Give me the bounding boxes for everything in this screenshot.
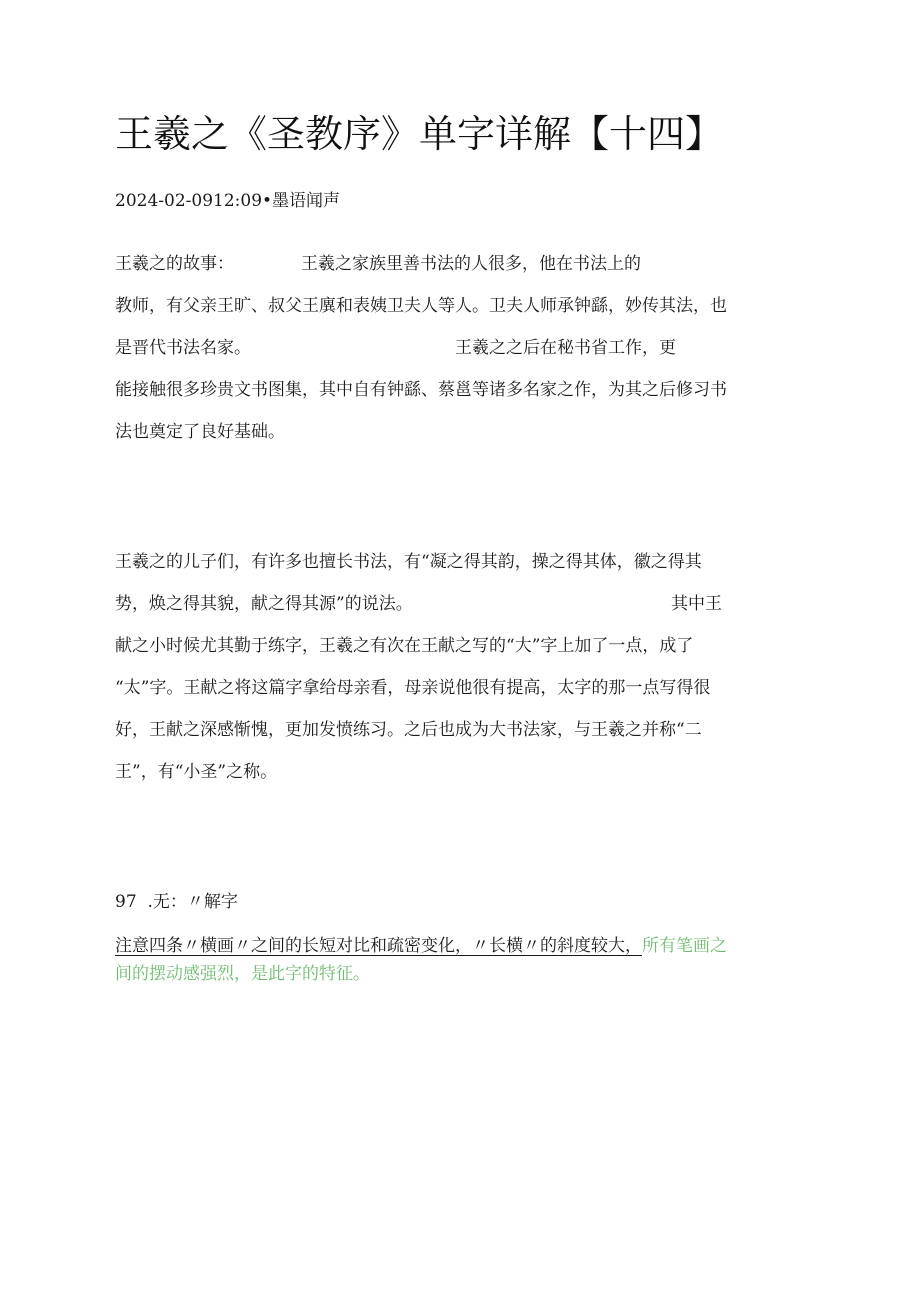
paragraph-1-line-4: 能接触很多珍贵文书图集，其中自有钟繇、蔡邕等诸多名家之作，为其之后修习书 [115, 380, 727, 400]
article-meta: 2024-02-0912:09•墨语闻声 [115, 191, 341, 211]
paragraph-1-line-3-b: 王羲之之后在秘书省工作，更 [455, 338, 676, 358]
paragraph-2-line-1: 王羲之的儿子们，有许多也擅长书法，有“凝之得其韵，操之得其体，徽之得其 [115, 552, 702, 572]
paragraph-1-line-3 [115, 334, 805, 362]
paragraph-2-line-4: “太”字。王献之将这篇字拿给母亲看，母亲说他很有提高，太字的那一点写得很 [115, 678, 711, 698]
paragraph-1-line-3-a: 是晋代书法名家。 [115, 338, 251, 358]
paragraph-2-line-2-a: 势，焕之得其貌，献之得其源”的说法。 [115, 594, 413, 614]
paragraph-1-line-1 [115, 250, 805, 278]
paragraph-1-line-5: 法也奠定了良好基础。 [115, 422, 285, 442]
paragraph-2-line-5: 好，王献之深感惭愧，更加发愤练习。之后也成为大书法家，与王羲之并称“二 [115, 720, 702, 740]
paragraph-2-line-6: 王”，有“小圣”之称。 [115, 762, 278, 782]
paragraph-2-line-2 [115, 590, 805, 618]
paragraph-2-line-2-b: 其中王 [671, 594, 722, 614]
paragraph-2-line-3: 献之小时候尤其勤于练字，王羲之有次在王献之写的“大”字上加了一点，成了 [115, 636, 694, 656]
paragraph-1-line-2: 教师，有父亲王旷、叔父王廙和表姨卫夫人等人。卫夫人师承钟繇，妙传其法，也 [115, 296, 727, 316]
character-note-line-2: 间的摆动感强烈，是此字的特征。 [115, 964, 370, 984]
article-title: 王羲之《圣教序》单字详解【十四】 [115, 112, 724, 156]
character-heading: 97 .无：〃解字 [115, 892, 238, 912]
character-note-green-1: 所有笔画之 [642, 936, 727, 956]
paragraph-1-line-1-text: 王羲之家族里善书法的人很多，他在书法上的 [301, 254, 641, 274]
story-label: 王羲之的故事： [115, 254, 234, 274]
character-note-underlined: 注意四条〃横画〃之间的长短对比和疏密变化，〃长横〃的斜度较大， [115, 936, 642, 956]
character-note-line-1 [115, 932, 727, 960]
